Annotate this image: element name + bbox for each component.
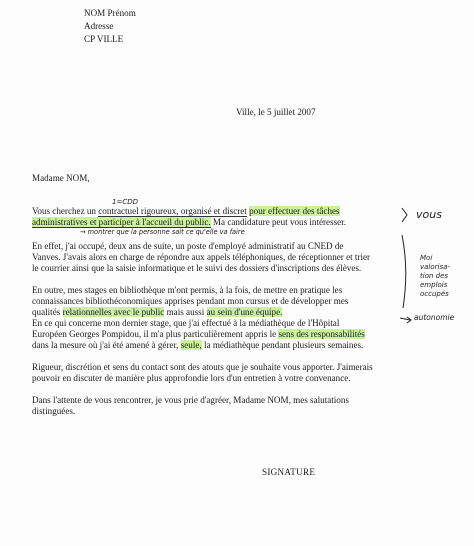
p3-line-5 <box>32 329 365 340</box>
handwritten-autonomie: autonomie <box>414 313 455 322</box>
signature: SIGNATURE <box>262 467 316 477</box>
handwritten-under-line-note: → montrer que la personne sait ce qu'elle va faire <box>80 228 245 236</box>
p5-line-2: distinguées. <box>32 406 76 416</box>
handwritten-vous: vous <box>416 208 442 221</box>
p3-line-2: connaissances bibliothéconomiques apprises pendant mon cursus et de développer mes <box>32 296 349 306</box>
p2-line-1: En effet, j'ai occupé, deux ans de suite, un poste d'employé administratif au CNED de <box>32 241 344 251</box>
sender-name: NOM Prénom <box>84 8 136 18</box>
handwritten-moi-3: tion des <box>420 272 449 280</box>
sender-city: CP VILLE <box>84 34 124 44</box>
p3-line-3-text-a: qualités <box>32 307 63 317</box>
p1-line-1 <box>32 206 340 217</box>
sender-address: Adresse <box>84 21 114 31</box>
p3-line-4: En ce qui concerne mon dernier stage, que j'ai effectué à la médiathèque de l'Hôpital <box>32 318 340 328</box>
handwritten-moi-4: emplois <box>420 281 448 289</box>
p5-line-1: Dans l'attente de vous rencontrer, je vous prie d'agréer, Madame NOM, mes salutations <box>32 395 349 405</box>
p2-line-2: Vanves. J'avais alors en charge de répondre aux appels téléphoniques, de réceptionner et trier <box>32 252 371 262</box>
salutation: Madame NOM, <box>32 173 90 183</box>
p3-line-5-highlight: sens des responsabilités <box>278 329 365 339</box>
p3-line-6-text-b: la médiathèque pendant plusieurs semaines. <box>201 340 364 350</box>
p1-line-1-highlight: pour effectuer des tâches <box>249 206 340 216</box>
p1-line-1-text-a: Vous cherchez un <box>32 206 96 216</box>
p1-line-2 <box>32 217 346 228</box>
p4-line-2: pouvoir en discuter de manière plus approfondie lors d'un entretien à votre convenance. <box>32 373 351 383</box>
p3-line-6-text-a: dans la mesure où j'ai été amené à gérer, <box>32 340 181 350</box>
p1-line-2-text: Ma candidature peut vous intéresser. <box>210 217 347 227</box>
p3-line-5-text: Européen Georges Pompidou, il m'a plus particulièrement appris le <box>32 329 279 339</box>
p3-line-1: En outre, mes stages en bibliothèque m'ont permis, à la fois, de mettre en pratique les <box>32 285 343 295</box>
p1-line-1-text-b: contractuel rigoureux, organisé et discret <box>98 206 247 216</box>
p3-line-3-text-b: mais aussi <box>164 307 207 317</box>
handwritten-moi-1: Moi <box>420 254 433 262</box>
p3-line-3 <box>32 307 282 318</box>
p1-line-2-highlight: administratives et participer à l'accueil du public. <box>32 217 211 227</box>
p3-line-6-highlight: seule, <box>180 340 202 350</box>
p4-line-1: Rigueur, discrétion et sens du contact sont des atouts que je souhaite vous apporter. J'aimerais <box>32 362 373 372</box>
p3-line-3-highlight-2: au sein d'une équipe. <box>206 307 283 317</box>
date-line: Ville, le 5 juillet 2007 <box>236 107 316 117</box>
handwritten-moi-5: occupés <box>420 290 449 298</box>
handwritten-cdd-note: 1=CDD <box>112 198 138 206</box>
p3-line-6 <box>32 340 363 351</box>
p3-line-3-highlight-1: relationnelles avec le public <box>62 307 165 317</box>
handwritten-moi-2: valorisa- <box>420 263 450 271</box>
p2-line-3: le courrier ainsi que la saisie informatique et le suivi des dossiers d'inscriptions des élèves. <box>32 263 362 273</box>
